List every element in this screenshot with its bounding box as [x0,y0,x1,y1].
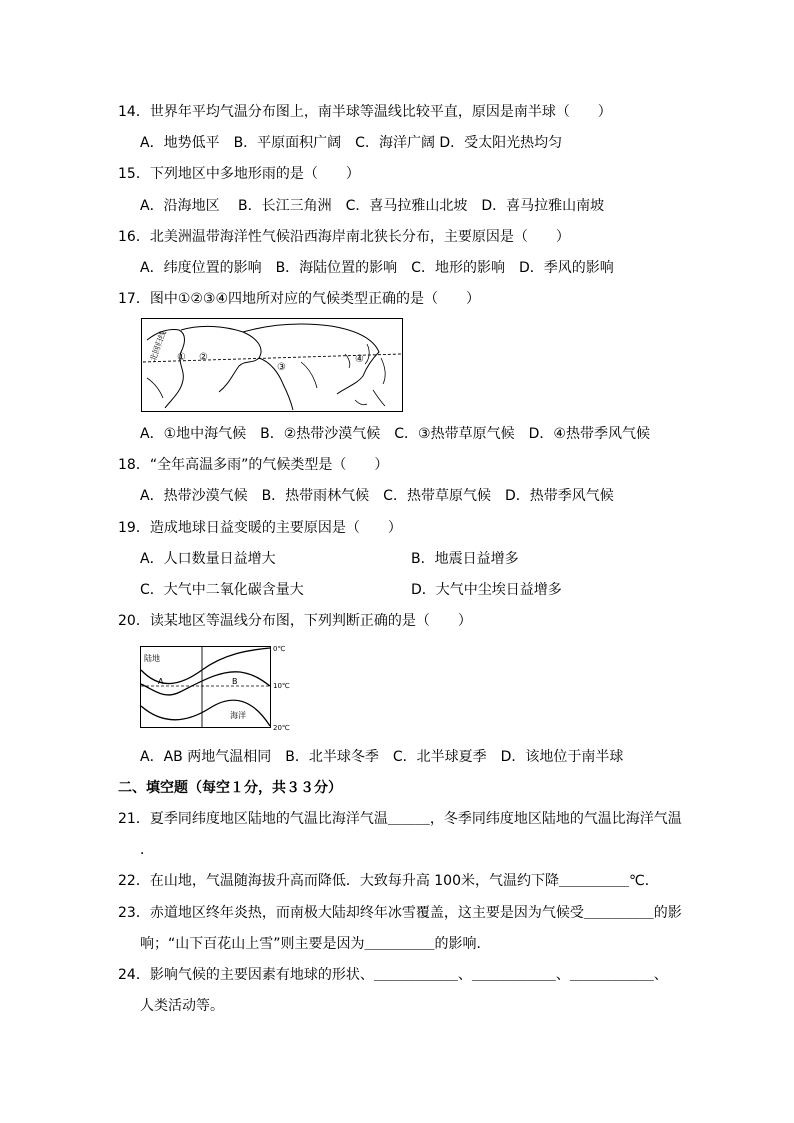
q19-option-d: D．大气中尘埃日益增多 [411,582,562,598]
q20-stem: 20．读某地区等温线分布图，下列判断正确的是（ ） [118,613,472,629]
ocean-label: 海洋 [230,711,246,720]
q22-line: 22．在山地，气温随海拔升高而降低．大致每升高 100米，气温约下降＿＿＿＿＿℃． [118,873,659,889]
marker-4: ④ [355,354,364,365]
q24-line2: 人类活动等。 [140,998,224,1014]
q19-option-b: B．地震日益增多 [411,551,519,567]
q20-isotherm-figure [140,640,300,734]
q19-stem: 19．造成地球日益变暖的主要原因是（ ） [118,520,402,536]
point-b: B [232,677,238,686]
q17-options: A．①地中海气候 B．②热带沙漠气候 C．③热带草原气候 D．④热带季风气候 [140,426,650,442]
point-a: A [158,677,164,686]
section2-title: 二、填空题（每空１分，共３３分） [118,780,342,796]
label-0c: 0℃ [273,645,286,653]
marker-1: ① [177,352,186,363]
q23-line2: 响；“山下百花山上雪”则主要是因为＿＿＿＿＿的影响． [140,936,491,952]
q21-line1: 21．夏季同纬度地区陆地的气温比海洋气温＿＿＿，冬季同纬度地区陆地的气温比海洋气温 [118,811,682,827]
q16-stem: 16．北美洲温带海洋性气候沿西海岸南北狭长分布，主要原因是（ ） [118,229,570,245]
q17-map-figure [141,318,403,412]
q20-options: A．AB 两地气温相同 B．北半球冬季 C．北半球夏季 D．该地位于南半球 [140,749,624,765]
q21-line2: ． [140,842,154,858]
q15-stem: 15．下列地区中多地形雨的是（ ） [118,166,360,182]
q17-stem: 17．图中①②③④四地所对应的气候类型正确的是（ ） [118,291,481,307]
label-20c: 20℃ [273,724,290,732]
q18-stem: 18．“全年高温多雨”的气候类型是（ ） [118,457,389,473]
marker-2: ② [199,352,208,363]
land-label: 陆地 [144,654,160,663]
tropic-label: 北回归线 [148,329,168,363]
q23-line1: 23．赤道地区终年炎热，而南极大陆却终年冰雪覆盖，这主要是因为气候受＿＿＿＿＿的影 [118,905,682,921]
marker-3: ③ [277,362,286,373]
q14-options: A．地势低平 B．平原面积广阔 C．海洋广阔 D．受太阳光热均匀 [140,135,563,151]
q16-options: A．纬度位置的影响 B．海陆位置的影响 C．地形的影响 D．季风的影响 [140,260,614,276]
q15-options: A．沿海地区 B．长江三角洲 C．喜马拉雅山北坡 D．喜马拉雅山南坡 [140,198,605,214]
q19-option-a: A．人口数量日益增大 [140,551,276,567]
q19-option-c: C．大气中二氧化碳含量大 [140,582,304,598]
q18-options: A．热带沙漠气候 B．热带雨林气候 C．热带草原气候 D．热带季风气候 [140,488,614,504]
label-10c: 10℃ [273,682,290,690]
q14-stem: 14．世界年平均气温分布图上，南半球等温线比较平直，原因是南半球（ ） [118,104,612,120]
q24-line1: 24．影响气候的主要因素有地球的形状、＿＿＿＿＿＿、＿＿＿＿＿＿、＿＿＿＿＿＿、 [118,967,668,983]
